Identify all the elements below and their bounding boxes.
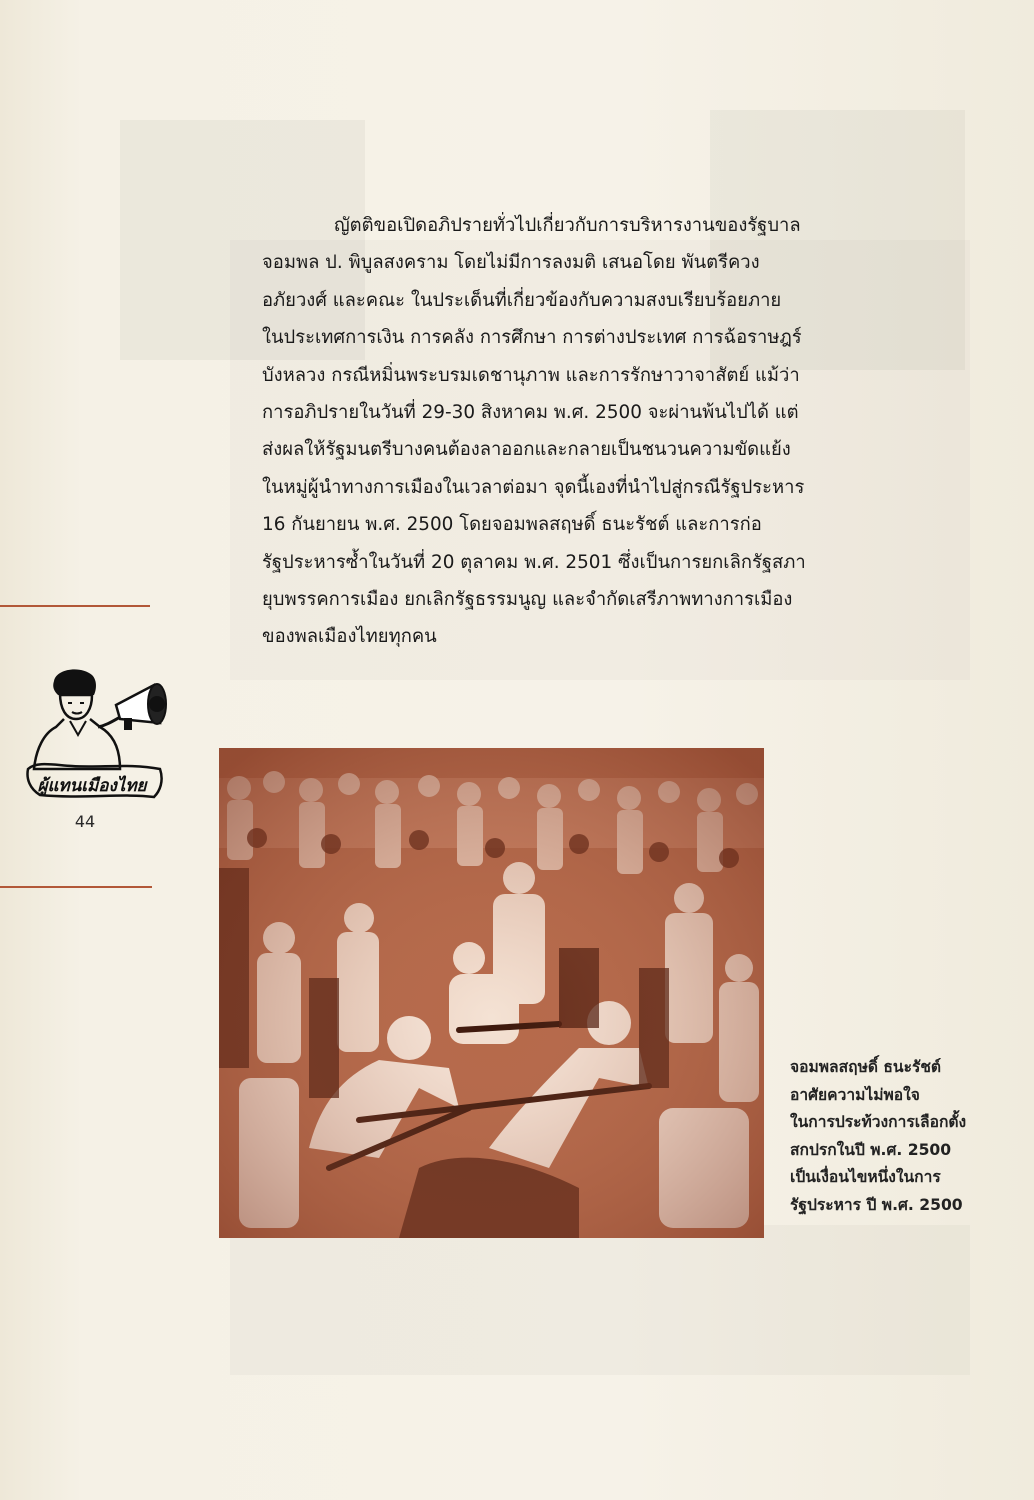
caption-line: อาศัยความไม่พอใจ bbox=[790, 1085, 920, 1104]
svg-text:ผู้แทนเมืองไทย: ผู้แทนเมืองไทย bbox=[37, 776, 147, 796]
body-line: รัฐประหารซ้ำในวันที่ 20 ตุลาคม พ.ศ. 2501 ซึ่งเป็นการยกเลิกรัฐสภา bbox=[262, 551, 806, 573]
body-line: ยุบพรรคการเมือง ยกเลิกรัฐธรรมนูญ และจำกัดเสรีภาพทางการเมือง bbox=[262, 589, 793, 611]
body-paragraph bbox=[262, 207, 974, 656]
body-line: ส่งผลให้รัฐมนตรีบางคนต้องลาออกและกลายเป็นชนวนความขัดแย้ง bbox=[262, 439, 791, 461]
caption-line: สกปรกในปี พ.ศ. 2500 bbox=[790, 1140, 952, 1159]
body-line: จอมพล ป. พิบูลสงคราม โดยไม่มีการลงมติ เสนอโดย พันตรีควง bbox=[262, 252, 760, 274]
caption-line: จอมพลสฤษดิ์ ธนะรัชต์ bbox=[790, 1058, 942, 1076]
margin-divider-top bbox=[0, 605, 150, 607]
caption-line: ในการประท้วงการเลือกตั้ง bbox=[790, 1113, 967, 1131]
logo-man-with-megaphone-icon bbox=[20, 665, 180, 805]
body-line: บังหลวง กรณีหมิ่นพระบรมเดชานุภาพ และการรักษาวาจาสัตย์ แม้ว่า bbox=[262, 364, 800, 386]
body-line: ในหมู่ผู้นำทางการเมืองในเวลาต่อมา จุดนี้เองที่นำไปสู่กรณีรัฐประหาร bbox=[262, 476, 805, 498]
caption-line: รัฐประหาร ปี พ.ศ. 2500 bbox=[790, 1195, 963, 1214]
body-line: อภัยวงศ์ และคณะ ในประเด็นที่เกี่ยวข้องกับความสงบเรียบร้อยภาย bbox=[262, 289, 782, 311]
body-line: ของพลเมืองไทยทุกคน bbox=[262, 626, 437, 648]
historical-photo-crowd bbox=[219, 748, 764, 1238]
page-number: 44 bbox=[74, 812, 96, 831]
body-line: การอภิปรายในวันที่ 29-30 สิงหาคม พ.ศ. 2500 จะผ่านพ้นไปได้ แต่ bbox=[262, 402, 799, 424]
bleed-through-shadow bbox=[230, 1225, 970, 1375]
caption-line: เป็นเงื่อนไขหนึ่งในการ bbox=[790, 1168, 941, 1186]
photo-caption bbox=[790, 1054, 1020, 1219]
body-line: 16 กันยายน พ.ศ. 2500 โดยจอมพลสฤษดิ์ ธนะรัชต์ และการก่อ bbox=[262, 514, 762, 536]
body-line: ในประเทศการเงิน การคลัง การศึกษา การต่างประเทศ การฉ้อราษฎร์ bbox=[262, 327, 802, 349]
body-line: ญัตติขอเปิดอภิปรายทั่วไปเกี่ยวกับการบริหารงานของรัฐบาล bbox=[334, 215, 801, 236]
photo-halftone-drawing bbox=[219, 748, 764, 1238]
margin-divider-bottom bbox=[0, 886, 152, 888]
